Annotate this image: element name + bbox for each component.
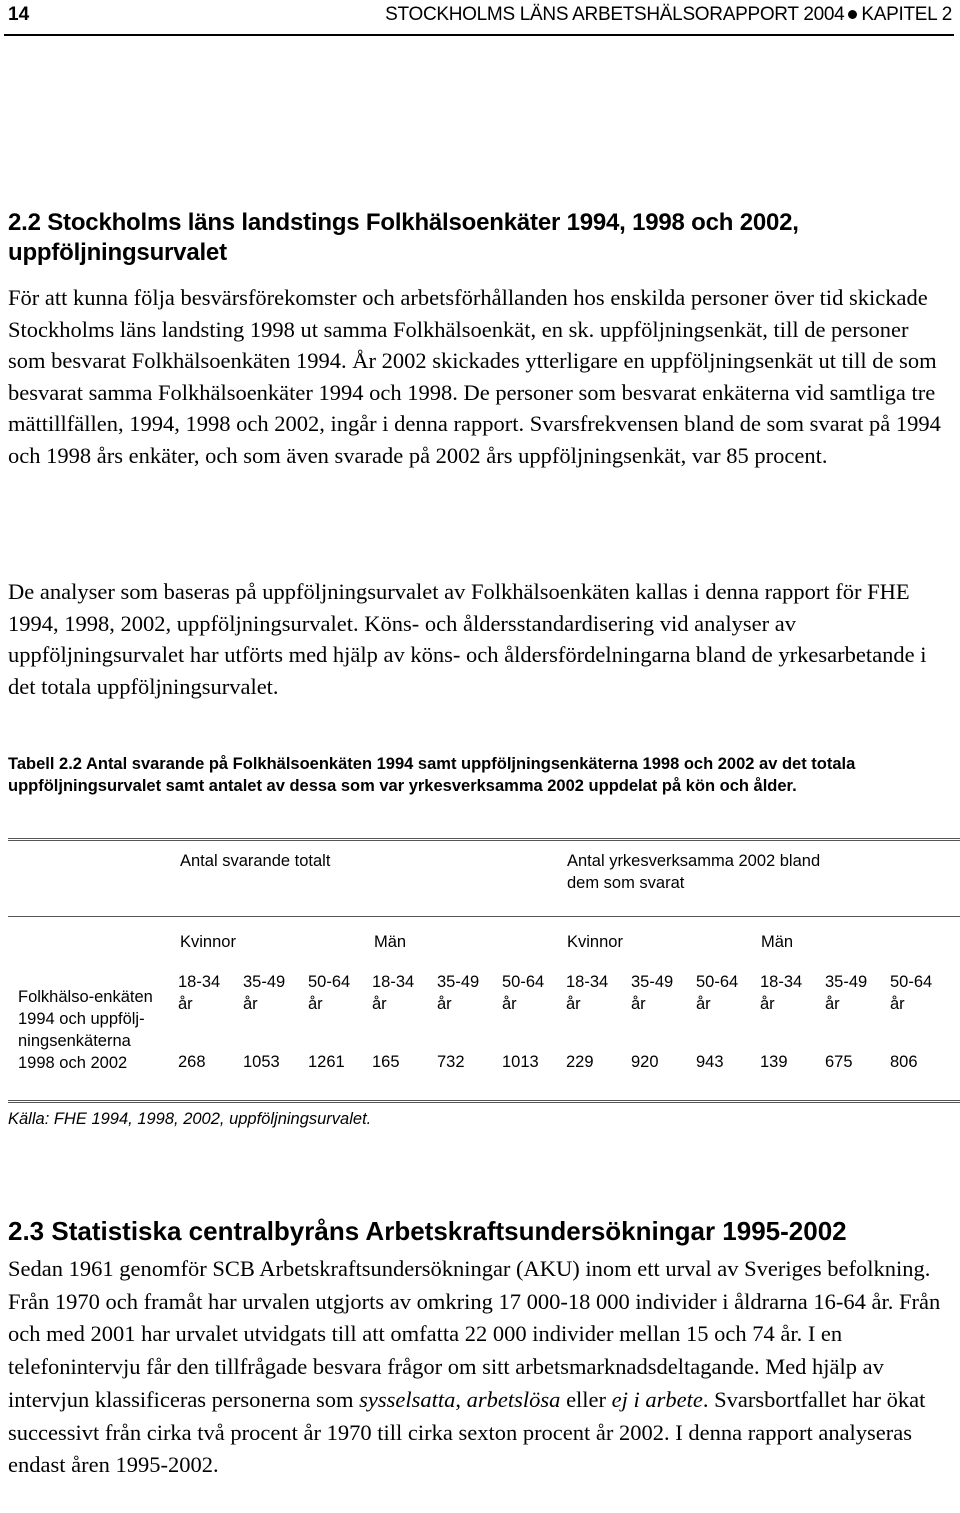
body-paragraph-2: De analyser som baseras på uppföljningsurvalet av Folkhälsoenkäten kallas i denna rapport för FHE 1994, 1998, 2002, uppföljningsurvalet. Köns- och åldersstandardisering vid analyser av uppföljningsurvalet har utförts med hjälp av köns- och åldersfördelningarna bland de yrkesarbetande i det totala uppföljningsurvalet.: [8, 579, 927, 699]
age-header: 35-49 år: [243, 973, 286, 1013]
table-source: Källa: FHE 1994, 1998, 2002, uppföljningsurvalet.: [8, 1110, 372, 1128]
header-divider: [4, 34, 954, 36]
page-number: 14: [8, 4, 30, 25]
group-header-employed: Antal yrkesverksamma 2002 bland dem som svarat: [567, 852, 821, 892]
separator-text: ,: [455, 1386, 467, 1412]
table-cell: 139: [760, 1053, 788, 1071]
paragraph-text: . Svarsbortfallet har ökat successivt från cirka två procent år 1970 till cirka sexton procent år 2002. I denna rapport analyseras endast åren 1995-2002.: [8, 1386, 926, 1478]
body-paragraph-1: För att kunna följa besvärsförekomster och arbetsförhållanden hos enskilda personer över tid skickade Stockholms läns landsting 1998 ut samma Folkhälsoenkät, en sk. uppföljningsenkät, till de personer som besvarat Folkhälsoenkäten 1994. År 2002 skickades ytterligare en uppföljningsenkät ut till de som besvarat samma Folkhälsoenkäter 1994 och 1998. De personer som besvarat enkäterna vid samtliga tre mättillfällen, 1994, 1998 och 2002, ingår i denna rapport. Svarsfrekvensen bland de som svarat på 1994 och 1998 års enkäter, och som även svarade på 2002 års uppföljningsenkät, var 85 procent.: [8, 285, 941, 468]
table-cell: 920: [631, 1053, 659, 1071]
age-header: 50-64 år: [890, 973, 933, 1013]
row-label: Folkhälso-enkäten 1994 och uppfölj-ningsenkäterna 1998 och 2002: [18, 988, 153, 1072]
separator-text: eller: [560, 1386, 612, 1412]
term-employed: sysselsatta: [359, 1386, 456, 1412]
age-header: 50-64 år: [696, 973, 739, 1013]
table-cell: 1261: [308, 1053, 345, 1071]
table-cell: 165: [372, 1053, 400, 1071]
running-title: [385, 4, 952, 26]
age-header: 35-49 år: [825, 973, 868, 1013]
table-rule-top: [8, 838, 960, 841]
sex-header: Kvinnor: [567, 933, 623, 951]
sex-header: Män: [374, 933, 407, 951]
table-cell: 1053: [243, 1053, 280, 1071]
table-cell: 943: [696, 1053, 724, 1071]
age-header: 18-34 år: [566, 973, 609, 1013]
table-rule-bottom: [8, 1100, 960, 1103]
age-header: 18-34 år: [372, 973, 415, 1013]
bullet-dot-icon: [848, 10, 857, 19]
age-header: 50-64 år: [502, 973, 545, 1013]
group-header-total: Antal svarande totalt: [180, 852, 331, 870]
age-header: 35-49 år: [631, 973, 674, 1013]
page-header: [0, 0, 960, 36]
term-unemployed: arbetslösa: [466, 1386, 561, 1412]
table-cell: 806: [890, 1053, 918, 1071]
table-cell: 1013: [502, 1053, 539, 1071]
table-cell: 229: [566, 1053, 594, 1071]
term-not-working: ej i arbete: [611, 1386, 703, 1412]
running-title-right: KAPITEL 2: [861, 4, 952, 25]
sex-header: Kvinnor: [180, 933, 236, 951]
section-heading-2-3: 2.3 Statistiska centralbyråns Arbetskraftsundersökningar 1995-2002: [8, 1216, 847, 1246]
table-caption: Tabell 2.2 Antal svarande på Folkhälsoenkäten 1994 samt uppföljningsenkäterna 1998 och 2002 av det totala uppföljningsurvalet samt antalet av dessa som var yrkesverksamma 2002 uppdelat på kön och ålder.: [8, 755, 856, 795]
table-cell: 268: [178, 1053, 206, 1071]
section-heading-2-2: 2.2 Stockholms läns landstings Folkhälsoenkäter 1994, 1998 och 2002, uppföljningsurvalet: [8, 209, 799, 266]
age-header: 50-64 år: [308, 973, 351, 1013]
body-paragraph-3: [8, 1253, 948, 1482]
age-header: 35-49 år: [437, 973, 480, 1013]
running-title-left: STOCKHOLMS LÄNS ARBETSHÄLSORAPPORT 2004: [385, 4, 845, 25]
age-header: 18-34 år: [178, 973, 221, 1013]
sex-header: Män: [761, 933, 794, 951]
table-cell: 732: [437, 1053, 465, 1071]
table-cell: 675: [825, 1053, 853, 1071]
age-header: 18-34 år: [760, 973, 803, 1013]
table-rule-mid: [8, 916, 960, 917]
paragraph-text: Sedan 1961 genomför SCB Arbetskraftsundersökningar (AKU) inom ett urval av Sveriges befolkning. Från 1970 och framåt har urvalen utgjorts av omkring 17 000-18 000 individer i åldrarna 16-64 år. Från och med 2001 har urvalet utvidgats till att omfatta 22 000 individer mellan 15 och 74 år. I en telefonintervju får den tillfrågade besvara frågor om sitt arbetsmarknadsdeltagande. Med hjälp av intervjun klassificeras personerna som: [8, 1256, 941, 1412]
